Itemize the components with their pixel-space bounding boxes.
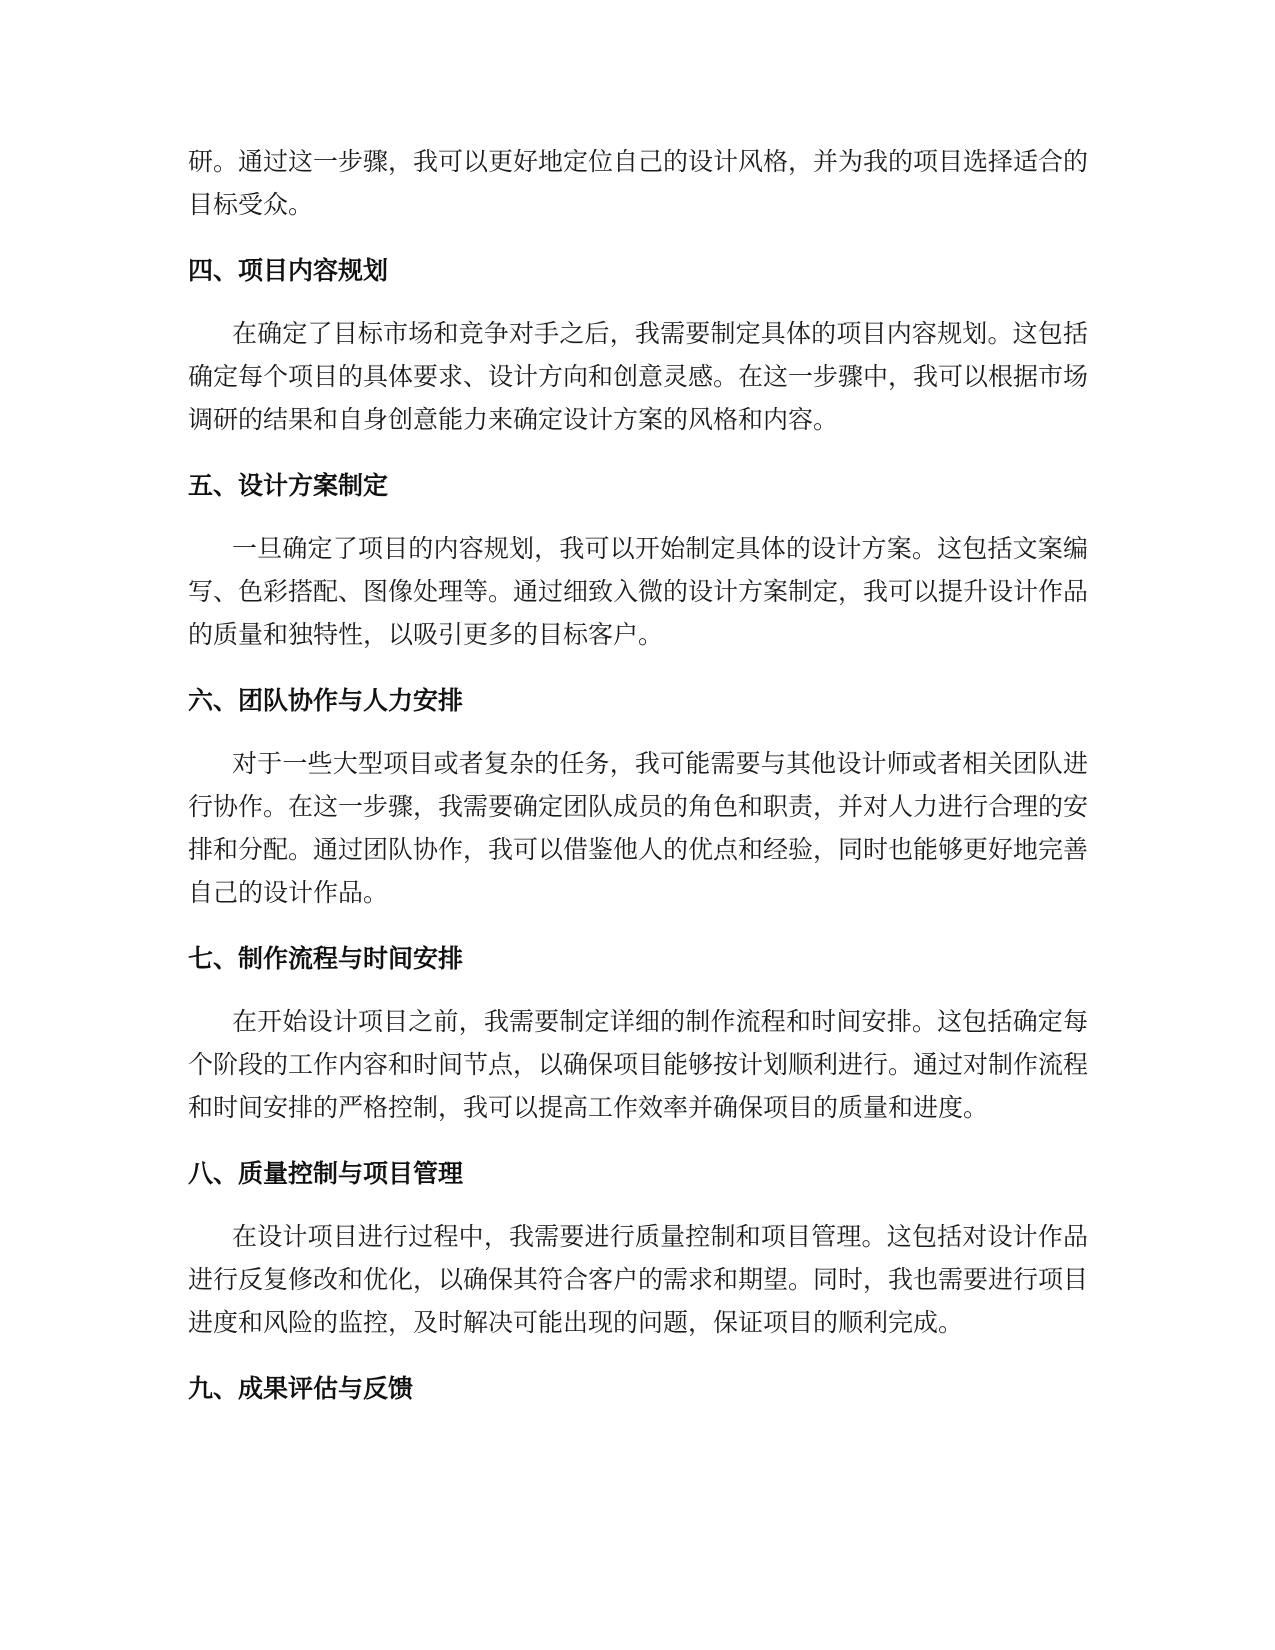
section-paragraph-5: 一旦确定了项目的内容规划，我可以开始制定具体的设计方案。这包括文案编写、色彩搭配、图像处理等。通过细致入微的设计方案制定，我可以提升设计作品的质量和独特性，以吸引更多的目标客户。 (188, 534, 1089, 649)
section-paragraph-4: 在确定了目标市场和竞争对手之后，我需要制定具体的项目内容规划。这包括确定每个项目的具体要求、设计方向和创意灵感。在这一步骤中，我可以根据市场调研的结果和自身创意能力来确定设计方案的风格和内容。 (188, 319, 1089, 434)
section-heading-5: 五、设计方案制定 (188, 471, 389, 500)
section-heading-4: 四、项目内容规划 (188, 256, 389, 285)
section-paragraph-8: 在设计项目进行过程中，我需要进行质量控制和项目管理。这包括对设计作品进行反复修改和优化，以确保其符合客户的需求和期望。同时，我也需要进行项目进度和风险的监控，及时解决可能出现的问题，保证项目的顺利完成。 (188, 1222, 1089, 1337)
section-paragraph-7: 在开始设计项目之前，我需要制定详细的制作流程和时间安排。这包括确定每个阶段的工作内容和时间节点，以确保项目能够按计划顺利进行。通过对制作流程和时间安排的严格控制，我可以提高工作效率并确保项目的质量和进度。 (188, 1007, 1089, 1122)
section-heading-8: 八、质量控制与项目管理 (188, 1159, 464, 1188)
section-heading-6: 六、团队协作与人力安排 (188, 686, 464, 715)
section-heading-7: 七、制作流程与时间安排 (188, 944, 464, 973)
section-paragraph-6: 对于一些大型项目或者复杂的任务，我可能需要与其他设计师或者相关团队进行协作。在这一步骤，我需要确定团队成员的角色和职责，并对人力进行合理的安排和分配。通过团队协作，我可以借鉴他人的优点和经验，同时也能够更好地完善自己的设计作品。 (188, 749, 1089, 907)
document-body (188, 140, 1088, 1430)
intro-paragraph: 研。通过这一步骤，我可以更好地定位自己的设计风格，并为我的项目选择适合的目标受众。 (188, 147, 1089, 219)
section-heading-9: 九、成果评估与反馈 (188, 1374, 414, 1403)
